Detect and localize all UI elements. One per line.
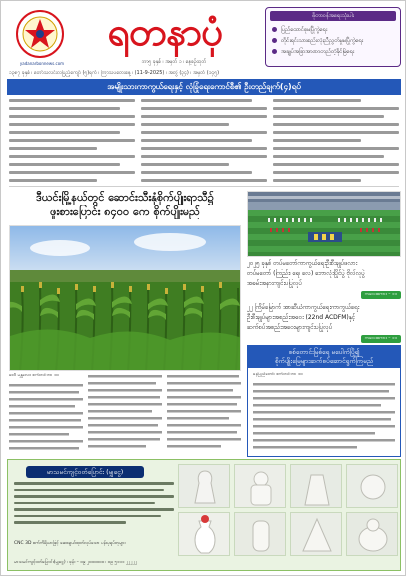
ad-contact-line: မာသမင်ကျင့်ဝတ်ပြောင်း(မျှငွေ) ၊ ဖုန်း – ၀၉ ၂၀၀၀၀၀၀ ၊ ၀၉ ၅၁၁၁ ၂၂၂၂၂ [14,560,137,565]
text-column [167,373,241,457]
statue-photo [346,512,398,556]
headline-banner[interactable]: အမျိုးသားကာကွယ်ရေးနှင့် လုံခြုံရေးကောင်စီ၏ ဦးတည်ချက်(၄)ရပ် [7,79,401,95]
corn-story-body [9,373,241,457]
body-text-lines [167,373,241,457]
list-item: တိုင်းရင်းသားစည်းလုံးညီညွတ်မှုမပြိုကွဲရေး [272,36,398,47]
statue-photo [346,464,398,508]
newspaper-logo [15,9,65,59]
statue-photo [290,512,342,556]
page-ref-tag[interactable]: ကလေးစကား – ၁၁ [361,335,401,343]
story-byline: နေပြည်တော်၊ စက်တင်ဘာ ၁၀ [253,372,303,377]
bullet-icon [272,27,277,32]
bullet-icon [272,49,277,54]
story-byline: ဒေဝီ မန္တလေး၊ စက်တင်ဘာ ၁၀ [9,373,59,378]
statue-photo [234,464,286,508]
ad-title: မာသမင်ကျင့်ဝတ်ပြောင်း (မျှငွေ) [26,466,144,478]
statue-photo [234,512,286,556]
bullet-icon [272,38,277,43]
text-column [141,99,267,185]
ad-body-text [14,482,174,536]
statue-photo [178,464,230,508]
asean-meeting-story[interactable]: ၂၂ ကြိမ်မြောက် အာဆီယံကာကွယ်ရေးကာကွယ်ရေး ဦးစီးချုပ်များအစည်းအဝေး (22nd ACDFM)နှင့် ဆက်စပ်အစည်းအဝေးများကျင်းပပြုလုပ် ကလေးစကား – ၁၁ [247,303,401,343]
body-text-lines [88,373,162,457]
text-column [9,373,83,457]
page-ref-tag[interactable]: ကလေးစကား – ၁၁ [361,291,401,299]
corn-story-headline[interactable]: ဒီယင်းမြို့နယ်တွင် ဆောင်းသီးနှံစိုက်ပျိုးရာသီ၌ ဖူးစားပြောင်း ၈၄၀၀ ကေ စိုက်ပျိုးမည် [36,191,214,218]
vase-photo [178,512,230,556]
sittaung-river-story [247,345,401,457]
list-item: ပြည်ထောင်စုမပြိုကွဲရေး [272,25,398,36]
duties-list [272,25,398,58]
sittaung-story-body [253,372,395,454]
body-text-lines [9,382,83,457]
stadium-ceremony-photo [247,191,401,257]
duties-box-title: ဓိုတာဝန်အရေးသုံးပါး [270,11,396,21]
list-item: အချုပ်အခြာအာဏာတည်တံ့ခိုင်မြဲရေး [272,47,398,58]
issue-date-line: ၁၃၈၇ ခုနှစ် ၊ တော်သလင်းလပြည့်ကျော် (၅)ရက် ၊ ကြာသပတေးနေ့ ၊ (11-9-2025) ၊ အတွဲ (၃၄) ၊ အမှတ် (၁၄၅) [9,70,220,76]
text-column [9,99,135,185]
corn-field-photo [9,225,241,371]
text-column [273,99,399,185]
sittaung-story-headline[interactable]: စစ်တောင်းမြစ်ရေ မပေါက်ပြို၍ စိုက်ပျိုးမြေများဆက်စပ်ဆောင်ရွက်ကြမည် [248,346,400,368]
objectives-text-block [9,99,399,187]
logo-emblem-icon [15,9,65,59]
sculpture-advertisement[interactable] [7,459,401,571]
stadium-story-caption[interactable]: ၂၀၂၅ ခုနှစ် တပ်မတော်ကာကွယ်ရေးဦးစီးချုပ်ဖလား တပ်မတော် (ကြည်း၊ ရေ၊ လေ) ဘောလုံးပြိုင်ပွဲ ဗိုလ်လုပွဲ အခမ်းအနားကျင်းပပြုလုပ် ကလေးစကား – ၁၁ [247,259,401,299]
masthead-title: ရတနာပုံ [107,9,223,55]
body-text-lines [253,381,395,453]
statue-photo [290,464,342,508]
ad-photo-grid [178,464,398,558]
website-url[interactable]: yadanarbonnews.com [19,61,65,66]
ad-cnc-text: CNC 3D စက်ကိရိယာဖြင့် ဆေးချယ်ထုတ်လုပ်သော ပန်းပုရုပ်တုများ [14,541,126,546]
volume-line: ဘာ၅ ခုနှစ် ၊ အမှတ် ၁ ၊ နေ့စဉ်ထုတ် [141,59,207,65]
text-column [88,373,162,457]
duties-box [265,7,401,67]
